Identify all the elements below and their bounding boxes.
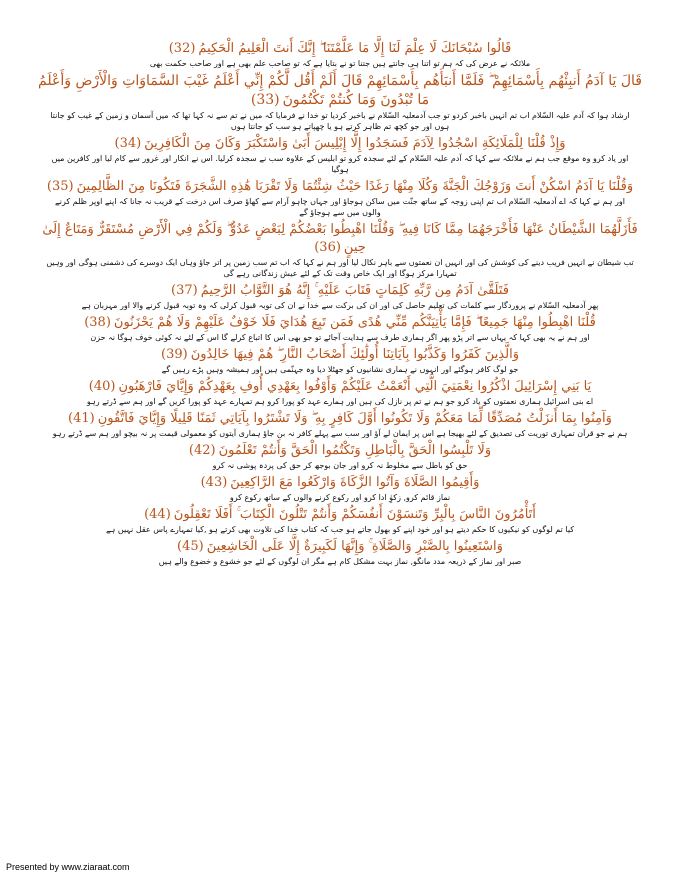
verse-block-36	[28, 221, 652, 279]
verse-number: (40)	[88, 379, 116, 394]
verse-arabic: فَتَلَقَّىٰ آدَمُ مِن رَّبِّهِ كَلِمَاتٍ فَتَابَ عَلَيْهِ ۚ إِنَّهُ هُوَ التَّوَّابُ الرَّحِيمُ(37)	[171, 283, 509, 298]
verse-translation: نماز قائم کرو, زکوِٰ ادا کرو اور رکوع کرنے والوں کے ساتھ رکوع کرو	[229, 493, 451, 502]
verse-translation: پھر آدمعلیہ السّلام نے پروردگار سے کلمات کی تعلیم حاصل کی اور ان کی برکت سے خدا نے ان کی توبہ قبول کرلی کہ وہ توبہ قبول کرنے والا اور مہربان ہے	[81, 301, 599, 310]
verse-translation: تب شیطان نے انہیں فریب دینے کی کوشش کی اور انہیں ان نعمتوں سے باہر نکال لیا اور ہم نے کہا کہ اب تم سب زمین پر اتر جاؤ وہاں ایک دوسرے کی دشمنی ہوگی اور وہیں تمہارا مرکز ہوگا اور ایک خاص وقت تک کے لئے عیش زندگانی رہے گی	[46, 258, 634, 278]
verse-block-40	[28, 378, 652, 407]
verse-arabic: وَآمِنُوا بِمَا أَنزَلْتُ مُصَدِّقًا لِّمَا مَعَكُمْ وَلَا تَكُونُوا أَوَّلَ كَافِرٍ بِهِ ۖ وَلَا تَشْتَرُوا بِآيَاتِي ثَمَنًا قَلِيلًا وَإِيَّايَ فَاتَّقُونِ(41)	[68, 411, 612, 426]
verse-number: (33)	[250, 92, 280, 108]
verse-number: (45)	[177, 539, 204, 554]
verse-translation: صبر اور نماز کے ذریعہ مدد مانگو, نماز بہت مشکل کام ہے مگر ان لوگوں کے لئے جو خشوع و خضوع والے ہیں	[158, 557, 522, 566]
verse-arabic: فَأَزَلَّهُمَا الشَّيْطَانُ عَنْهَا فَأَخْرَجَهُمَا مِمَّا كَانَا فِيهِ ۖ وَقُلْنَا اهْبِطُوا بَعْضُكُمْ لِبَعْضٍ عَدُوٌّ ۖ وَلَكُمْ فِي الْأَرْضِ مُسْتَقَرٌّ وَمَتَاعٌ إِلَىٰ حِينٍ(36)	[42, 222, 638, 255]
verse-block-32	[28, 40, 652, 69]
verse-block-44	[28, 506, 652, 535]
verse-translation: حق کو باطل سے مخلوط نہ کرو اور جان بوجھ کر حق کی پردہ پوشی نہ کرو	[212, 461, 468, 470]
footer-credit: Presented by www.ziaraat.com	[6, 862, 130, 872]
verse-number: (42)	[188, 443, 216, 458]
verse-translation: اور ہم نے کہا کہ اے آدمعلیہ السّلام اب تم اپنی زوجہ کے ساتھ جنّت میں ساکن ہوجاؤ اور جہاں چاہو آرام سے کھاؤ صرف اس درخت کے قریب نہ جانا کہ اپنے اوپر ظلم کرنے والوں میں سے ہوجاؤ گے	[55, 197, 625, 217]
verse-translation: ہم نے جو قرآن تمہاری توریت کی تصدیق کے لئے بھیجا ہے اس پر ایمان لے آؤ اور سب سے پہلے کافر نہ بن جاؤ ہماری آیتوں کو معمولی قیمت پر نہ بیچو اور ہم سے ڈرتے رہو	[52, 429, 628, 438]
verse-translation: ارشاد ہوا کہ آدم علیہ السّلام اب تم انہیں باخبر کردو تو جب آدمعلیہ السّلام نے باخبر کردیا تو خدا نے فرمایا کہ میں نے تم سے نہ کہا تھا کہ میں آسمان و زمین کے غیب کو جانتا ہوں اور جو کچھ تم ظاہر کرتے ہو یا چھپاتے ہو سب کو جانتا ہوں	[50, 111, 630, 131]
verse-number: (43)	[200, 475, 228, 490]
verse-number: (36)	[314, 240, 341, 255]
verse-translation: اور ہم نے یہ بھی کہا کہ یہاں سے اتر پڑو پھر اگر ہماری طرف سے ہدایت آجائے تو جو بھی اس کا اتباع کرلے گا اس کے لئے نہ کوئی خوف ہوگا نہ حزن	[90, 333, 590, 342]
verse-arabic: قَالَ يَا آدَمُ أَنبِئْهُم بِأَسْمَائِهِمْ ۖ فَلَمَّا أَنبَأَهُم بِأَسْمَائِهِمْ قَالَ أَلَمْ أَقُل لَّكُمْ إِنِّي أَعْلَمُ غَيْبَ السَّمَاوَاتِ وَالْأَرْضِ وَأَعْلَمُ مَا تُبْدُونَ وَمَا كُنتُمْ تَكْتُمُونَ(33)	[38, 73, 642, 108]
verse-block-35	[28, 178, 652, 218]
verse-translation: اے بنی اسرائیل ہماری نعمتوں کو یاد کرو جو ہم نے تم پر نازل کی ہیں اور ہمارے عہد کو پورا کرو ہم تمہارے عہد کو پورا کریں گے اور ہم سے ڈرتے رہو	[86, 397, 594, 406]
verse-translation: اور یاد کرو وہ موقع جب ہم نے ملائکہ سے کہا کہ آدم علیہ السّلام کے لئے سجدہ کرو تو ابلیس کے علاوہ سب نے سجدہ کرلیا. اس نے انکار اور غرور سے کام لیا اور کافرین میں ہوگیا	[51, 154, 629, 174]
verse-arabic: يَا بَنِي إِسْرَائِيلَ اذْكُرُوا نِعْمَتِيَ الَّتِي أَنْعَمْتُ عَلَيْكُمْ وَأَوْفُوا بِعَهْدِي أُوفِ بِعَهْدِكُمْ وَإِيَّايَ فَارْهَبُونِ(40)	[88, 379, 592, 394]
verse-number: (37)	[171, 283, 198, 298]
verse-block-38	[28, 314, 652, 343]
verse-arabic: قُلْنَا اهْبِطُوا مِنْهَا جَمِيعًا ۖ فَإِمَّا يَأْتِيَنَّكُم مِّنِّي هُدًى فَمَن تَبِعَ هُدَايَ فَلَا خَوْفٌ عَلَيْهِمْ وَلَا هُمْ يَحْزَنُونَ(38)	[84, 315, 596, 330]
verse-number: (41)	[68, 411, 95, 426]
verse-block-41	[28, 410, 652, 439]
verse-block-34	[28, 135, 652, 175]
verse-arabic: قَالُوا سُبْحَانَكَ لَا عِلْمَ لَنَا إِلَّا مَا عَلَّمْتَنَا ۖ إِنَّكَ أَنتَ الْعَلِيمُ الْحَكِيمُ(32)	[168, 41, 512, 56]
verse-arabic: وَلَا تَلْبِسُوا الْحَقَّ بِالْبَاطِلِ وَتَكْتُمُوا الْحَقَّ وَأَنتُمْ تَعْلَمُونَ(42)	[188, 443, 492, 458]
verse-arabic: وَالَّذِينَ كَفَرُوا وَكَذَّبُوا بِآيَاتِنَا أُولَٰئِكَ أَصْحَابُ النَّارِ ۖ هُمْ فِيهَا خَالِدُونَ(39)	[161, 347, 519, 362]
verse-arabic: وَقُلْنَا يَا آدَمُ اسْكُنْ أَنتَ وَزَوْجُكَ الْجَنَّةَ وَكُلَا مِنْهَا رَغَدًا حَيْثُ شِئْتُمَا وَلَا تَقْرَبَا هَٰذِهِ الشَّجَرَةَ فَتَكُونَا مِنَ الظَّالِمِينَ(35)	[46, 179, 634, 194]
verse-number: (35)	[46, 179, 74, 194]
verse-number: (34)	[114, 136, 142, 151]
verse-number: (38)	[84, 315, 111, 330]
verse-translation: ملائکہ نے عرض کی کہ ہم تو اتنا ہی جانتے ہیں جتنا تو نے بتایا ہے کہ تو صاحب علم بھی ہے اور صاحب حکمت بھی	[149, 59, 531, 68]
verse-number: (32)	[168, 41, 196, 56]
verse-arabic: وَإِذْ قُلْنَا لِلْمَلَائِكَةِ اسْجُدُوا لِآدَمَ فَسَجَدُوا إِلَّا إِبْلِيسَ أَبَىٰ وَاسْتَكْبَرَ وَكَانَ مِنَ الْكَافِرِينَ(34)	[114, 136, 566, 151]
verse-block-45	[28, 538, 652, 567]
verse-block-43	[28, 474, 652, 503]
verse-number: (39)	[161, 347, 188, 362]
verse-arabic: أَتَأْمُرُونَ النَّاسَ بِالْبِرِّ وَتَنسَوْنَ أَنفُسَكُمْ وَأَنتُمْ تَتْلُونَ الْكِتَابَ ۚ أَفَلَا تَعْقِلُونَ(44)	[144, 507, 536, 522]
verse-arabic: وَاسْتَعِينُوا بِالصَّبْرِ وَالصَّلَاةِ ۚ وَإِنَّهَا لَكَبِيرَةٌ إِلَّا عَلَى الْخَاشِعِينَ(45)	[177, 539, 503, 554]
verse-block-37	[28, 282, 652, 311]
verse-arabic: وَأَقِيمُوا الصَّلَاةَ وَآتُوا الزَّكَاةَ وَارْكَعُوا مَعَ الرَّاكِعِينَ(43)	[200, 475, 480, 490]
verse-block-33	[28, 72, 652, 132]
verse-block-42	[28, 442, 652, 471]
verse-block-39	[28, 346, 652, 375]
verse-number: (44)	[144, 507, 171, 522]
verse-translation: جو لوگ کافر ہوگئے اور انہوں نے ہماری نشانیوں کو جھٹلا دیا وہ جہنّمی ہیں اور ہمیشہ وہیں پڑے رہیں گے	[161, 365, 519, 374]
verse-translation: کیا تم لوگوں کو نیکیوں کا حکم دیتے ہو اور خود اپنے کو بھول جاتے ہو جب کہ کتاب خدا کی تلاوت بھی کرتے ہو ,کیا تمہارے پاس عقل نہیں ہے	[105, 525, 575, 534]
quran-page	[28, 40, 652, 570]
